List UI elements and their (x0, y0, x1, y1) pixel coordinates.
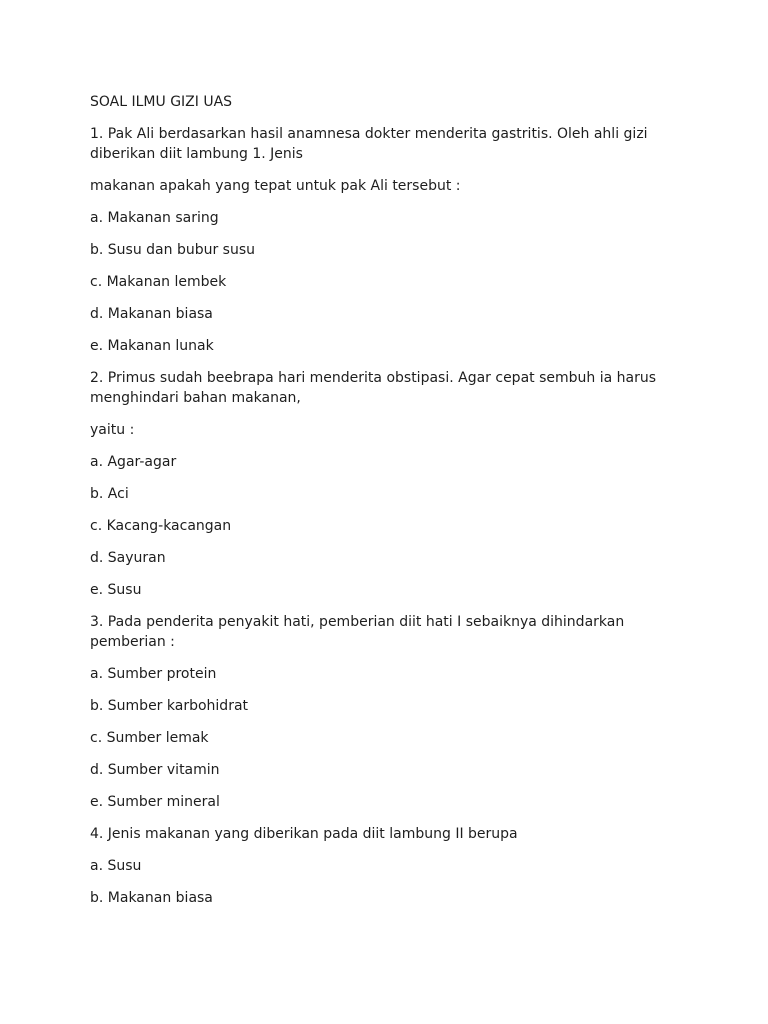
question-2-text: 2. Primus sudah beebrapa hari menderita obstipasi. Agar cepat sembuh ia harus menghindari bahan makanan, (90, 370, 661, 406)
q4-option-a: a. Susu (90, 858, 142, 874)
question-4-text: 4. Jenis makanan yang diberikan pada diit lambung II berupa (90, 826, 518, 842)
q3-option-e: e. Sumber mineral (90, 794, 220, 810)
q1-option-b: b. Susu dan bubur susu (90, 242, 256, 258)
q3-option-c: c. Sumber lemak (90, 730, 209, 746)
q1-option-c: c. Makanan lembek (90, 274, 227, 290)
question-3-text: 3. Pada penderita penyakit hati, pemberian diit hati I sebaiknya dihindarkan pemberian : (90, 614, 629, 650)
question-1-text-cont: makanan apakah yang tepat untuk pak Ali tersebut : (90, 178, 461, 194)
q1-option-d: d. Makanan biasa (90, 306, 213, 322)
q2-option-d: d. Sayuran (90, 550, 166, 566)
q2-option-b: b. Aci (90, 486, 129, 502)
q3-option-a: a. Sumber protein (90, 666, 217, 682)
q1-option-a: a. Makanan saring (90, 210, 219, 226)
q2-option-e: e. Susu (90, 582, 142, 598)
document-page (90, 92, 690, 920)
question-1-text: 1. Pak Ali berdasarkan hasil anamnesa dokter menderita gastritis. Oleh ahli gizi diberikan diit lambung 1. Jenis (90, 126, 653, 162)
q1-option-e: e. Makanan lunak (90, 338, 214, 354)
q2-option-c: c. Kacang-kacangan (90, 518, 232, 534)
q3-option-d: d. Sumber vitamin (90, 762, 220, 778)
q2-option-a: a. Agar-agar (90, 454, 177, 470)
q4-option-b: b. Makanan biasa (90, 890, 213, 906)
document-title: SOAL ILMU GIZI UAS (90, 94, 233, 110)
question-2-text-cont: yaitu : (90, 422, 135, 438)
q3-option-b: b. Sumber karbohidrat (90, 698, 249, 714)
